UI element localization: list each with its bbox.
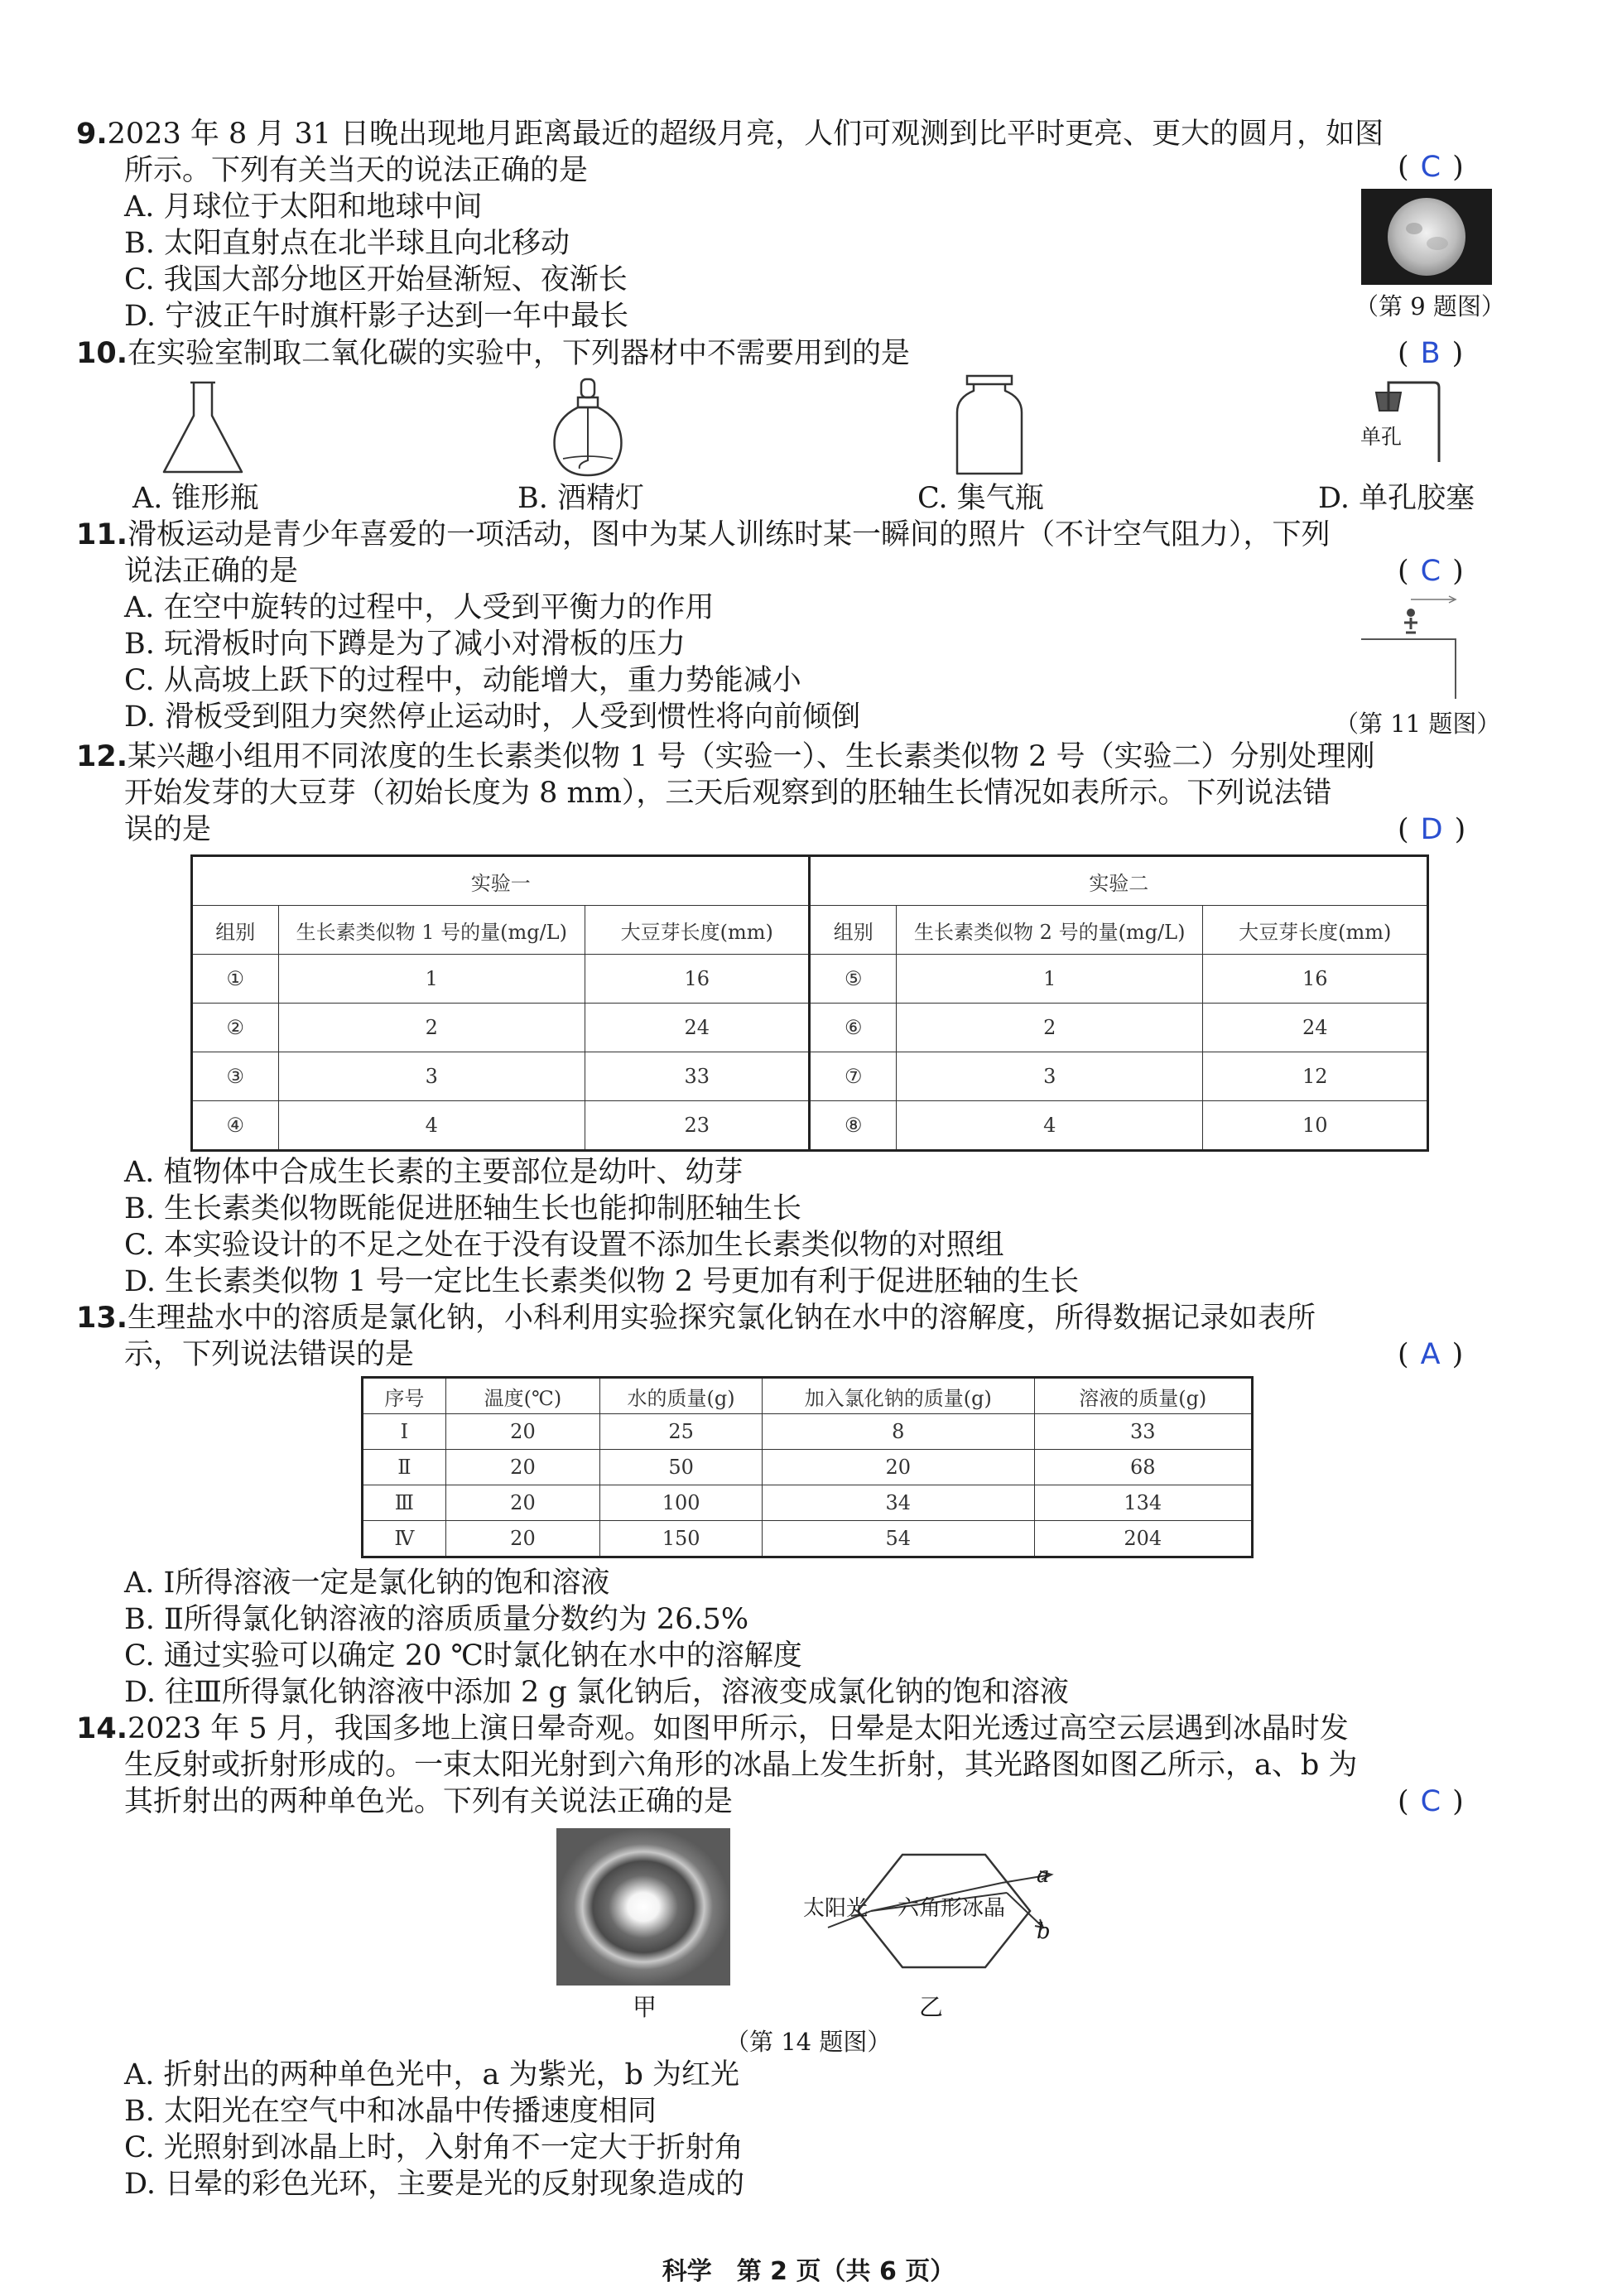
q13-option-d: D. 往Ⅲ所得氯化钠溶液中添加 2 g 氯化钠后，溶液变成氯化钠的饱和溶液 [124, 1676, 1069, 1709]
table-row: ③ 3 33 ⑦ 3 12 [192, 1052, 1428, 1101]
q11-answer: ( C ) [1398, 555, 1464, 588]
q14-answer: ( C ) [1398, 1785, 1464, 1818]
q10-option-a: A. 锥形瓶 [132, 482, 259, 515]
q10-answer: ( B ) [1398, 337, 1464, 370]
q10-option-d: D. 单孔胶塞 [1318, 482, 1475, 515]
q13-line2: 示，下列说法错误的是 [124, 1338, 415, 1371]
gas-jar-icon [952, 373, 1027, 479]
q11-line1: 11.滑板运动是青少年喜爱的一项活动，图中为某人训练时某一瞬间的照片（不计空气阻力），下列 [76, 518, 1331, 551]
table-row: Ⅲ 20 100 34 134 [363, 1485, 1253, 1521]
q12-option-c: C. 本实验设计的不足之处在于没有设置不添加生长素类似物的对照组 [124, 1229, 1004, 1262]
q9-option-b: B. 太阳直射点在北半球且向北移动 [124, 227, 570, 260]
q9-caption: （第 9 题图） [1355, 292, 1505, 320]
q12-option-a: A. 植物体中合成生长素的主要部位是幼叶、幼芽 [124, 1156, 744, 1189]
q11-option-c: C. 从高坡上跃下的过程中，动能增大，重力势能减小 [124, 664, 801, 697]
q10-option-c: C. 集气瓶 [917, 482, 1044, 515]
table-row: Ⅳ 20 150 54 204 [363, 1521, 1253, 1557]
q14-line1: 14.2023 年 5 月，我国多地上演日晕奇观。如图甲所示，日晕是太阳光透过高空云层遇到冰晶时发 [76, 1712, 1349, 1745]
q12-line2: 开始发芽的大豆芽（初始长度为 8 mm），三天后观察到的胚轴生长情况如表所示。下列说法错 [124, 777, 1332, 810]
ray-a-label: a [1037, 1863, 1050, 1888]
page-footer: 科学 第 2 页（共 6 页） [662, 2257, 955, 2286]
crystal-label: 六角形冰晶 [898, 1896, 1006, 1921]
q14-option-a: A. 折射出的两种单色光中，a 为紫光，b 为红光 [124, 2058, 740, 2091]
q13-solubility-table [361, 1376, 1254, 1558]
q13-option-c: C. 通过实验可以确定 20 ℃时氯化钠在水中的溶解度 [124, 1639, 802, 1673]
alcohol-lamp-icon [546, 378, 629, 479]
q14-caption: （第 14 题图） [725, 2028, 892, 2056]
q14-option-b: B. 太阳光在空气中和冰晶中传播速度相同 [124, 2095, 657, 2128]
conical-flask-icon [157, 379, 248, 477]
q11-option-b: B. 玩滑板时向下蹲是为了减小对滑板的压力 [124, 628, 686, 661]
q11-caption: （第 11 题图） [1335, 710, 1501, 738]
q9-line1: 9.2023 年 8 月 31 日晚出现地月距离最近的超级月亮，人们可观测到比平时更亮、更大的圆月，如图 [76, 118, 1384, 151]
q14-line2: 生反射或折射形成的。一束太阳光射到六角形的冰晶上发生折射，其光路图如图乙所示，a、b 为 [124, 1749, 1358, 1782]
table-row: ④ 4 23 ⑧ 4 10 [192, 1101, 1428, 1151]
q12-line3: 误的是 [124, 813, 212, 846]
q13-option-b: B. Ⅱ所得氯化钠溶液的溶质质量分数约为 26.5% [124, 1603, 749, 1636]
q10-line1: 10.在实验室制取二氧化碳的实验中，下列器材中不需要用到的是 [76, 337, 911, 370]
q12-answer: ( D ) [1398, 813, 1466, 846]
q13-option-a: A. Ⅰ所得溶液一定是氯化钠的饱和溶液 [124, 1567, 610, 1600]
fig-b-label: 乙 [919, 1993, 944, 2021]
skateboard-figure [1358, 593, 1465, 700]
q12-line1: 12.某兴趣小组用不同浓度的生长素类似物 1 号（实验一）、生长素类似物 2 号（实验二）分别处理刚 [76, 740, 1375, 773]
table-row: ① 1 16 ⑤ 1 16 [192, 955, 1428, 1004]
q9-option-d: D. 宁波正午时旗杆影子达到一年中最长 [124, 300, 629, 333]
exp1-header: 实验一 [192, 856, 810, 906]
q14-option-c: C. 光照射到冰晶上时，入射角不一定大于折射角 [124, 2131, 744, 2164]
q9-line2: 所示。下列有关当天的说法正确的是 [124, 154, 589, 187]
table-row: Ⅰ 20 25 8 33 [363, 1414, 1253, 1450]
table-row: ② 2 24 ⑥ 2 24 [192, 1004, 1428, 1052]
q12-growth-table [190, 854, 1429, 1152]
q13-line1: 13.生理盐水中的溶质是氯化钠，小科利用实验探究氯化钠在水中的溶解度，所得数据记录如表所 [76, 1302, 1316, 1335]
q9-option-c: C. 我国大部分地区开始昼渐短、夜渐长 [124, 263, 628, 296]
q12-option-d: D. 生长素类似物 1 号一定比生长素类似物 2 号更加有利于促进胚轴的生长 [124, 1265, 1080, 1298]
ray-b-label: b [1037, 1919, 1051, 1944]
stopper-tube-icon [1366, 374, 1449, 465]
q9-answer: ( C ) [1398, 151, 1464, 184]
sunlight-label: 太阳光 [803, 1896, 869, 1921]
q9-option-a: A. 月球位于太阳和地球中间 [124, 190, 483, 224]
q11-line2: 说法正确的是 [124, 555, 299, 588]
q10-option-b: B. 酒精灯 [517, 482, 644, 515]
q14-line3: 其折射出的两种单色光。下列有关说法正确的是 [124, 1785, 734, 1818]
table-header-row: 组别 生长素类似物 1 号的量(mg/L) 大豆芽长度(mm) 组别 生长素类似物 2 号的量(mg/L) 大豆芽长度(mm) [192, 906, 1428, 955]
q14-option-d: D. 日晕的彩色光环，主要是光的反射现象造成的 [124, 2168, 745, 2201]
q11-option-d: D. 滑板受到阻力突然停止运动时，人受到惯性将向前倾倒 [124, 700, 861, 734]
moon-photo [1361, 189, 1492, 285]
fig-a-label: 甲 [633, 1993, 657, 2021]
sun-halo-photo [556, 1828, 730, 1986]
stopper-label: 单孔 [1360, 425, 1403, 449]
q13-answer: ( A ) [1398, 1338, 1464, 1371]
table-header-row: 序号 温度(℃) 水的质量(g) 加入氯化钠的质量(g) 溶液的质量(g) [363, 1378, 1253, 1414]
q9-number: 9. [76, 118, 108, 151]
q11-option-a: A. 在空中旋转的过程中，人受到平衡力的作用 [124, 591, 715, 624]
q12-option-b: B. 生长素类似物既能促进胚轴生长也能抑制胚轴生长 [124, 1192, 801, 1225]
exp2-header: 实验二 [810, 856, 1428, 906]
table-row: Ⅱ 20 50 20 68 [363, 1450, 1253, 1485]
